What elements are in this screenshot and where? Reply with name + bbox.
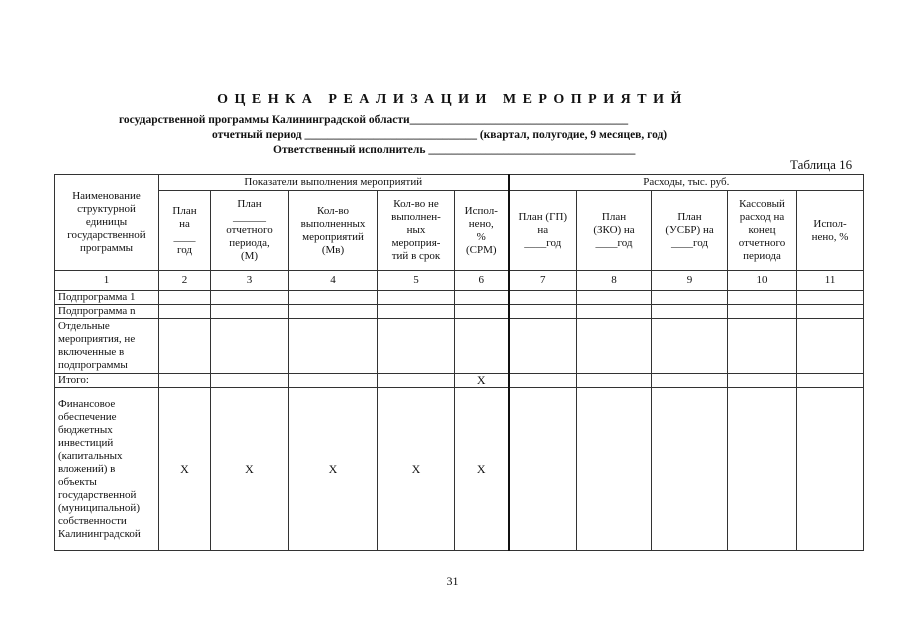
- table-cell: [728, 319, 797, 374]
- text-line: ____год: [595, 237, 633, 249]
- period-line: отчетный период ______________________________ (квартал, полугодие, 9 месяцев, год): [212, 129, 668, 141]
- text-line: периода,: [229, 237, 270, 249]
- text-line: Наименование: [72, 190, 141, 202]
- table-cell: [159, 305, 211, 319]
- table-cell: X: [211, 388, 289, 551]
- text-line: Испол-: [813, 217, 847, 230]
- table-cell: [509, 305, 577, 319]
- text-line: (М): [240, 250, 259, 262]
- table-cell: [211, 374, 289, 388]
- table-cell: [728, 374, 797, 388]
- column-number: 9: [652, 271, 728, 291]
- not-done-count-column-header: [378, 191, 455, 271]
- text-line: ____год: [524, 237, 562, 249]
- table-cell: [378, 291, 455, 305]
- table-cell: [211, 319, 289, 374]
- table-cell: [509, 388, 577, 551]
- table-cell: [159, 374, 211, 388]
- text-line: программы: [79, 242, 134, 254]
- page-number: 31: [446, 574, 459, 588]
- table-cell: [509, 319, 577, 374]
- text-line: нено, %: [811, 230, 849, 243]
- text-line: Финансовое: [58, 397, 116, 410]
- text-line: включенные в: [58, 346, 125, 358]
- text-line: нено,: [468, 217, 494, 230]
- table-cell: [455, 291, 509, 305]
- text-line: (ЗКО) на: [593, 224, 635, 236]
- table-label: Таблица 16: [790, 157, 853, 172]
- text-line: План (ГП): [518, 211, 568, 223]
- plan-usbr-column-header: [652, 191, 728, 271]
- column-number: 10: [728, 271, 797, 291]
- text-line: (муниципальной): [58, 501, 140, 514]
- text-line: План: [237, 198, 262, 210]
- column-number: 8: [577, 271, 652, 291]
- table-cell: [652, 319, 728, 374]
- table-cell: [378, 319, 455, 374]
- column-number: 11: [797, 271, 864, 291]
- table-cell: X: [378, 388, 455, 551]
- plan-period-column-header: [211, 191, 289, 271]
- indicators-group-header: Показатели выполнения мероприятий: [159, 175, 509, 191]
- table-cell: [289, 374, 378, 388]
- table-cell: X: [455, 374, 509, 388]
- table-cell: X: [455, 388, 509, 551]
- text-line: мероприятий: [302, 230, 364, 243]
- text-line: ____год: [671, 237, 709, 249]
- text-line: Испол-: [464, 204, 498, 217]
- text-line: бюджетных: [58, 423, 113, 436]
- plan-year-column-header: [159, 191, 211, 271]
- table-cell: [797, 291, 864, 305]
- table-cell: [577, 319, 652, 374]
- table-cell: [577, 388, 652, 551]
- table-cell: [577, 305, 652, 319]
- table-row: [55, 388, 864, 551]
- table-row: [55, 319, 864, 374]
- text-line: собственности: [58, 514, 127, 527]
- text-line: выполненных: [300, 217, 366, 230]
- table-cell: [652, 374, 728, 388]
- table-cell: [455, 305, 509, 319]
- row-name: [55, 305, 159, 319]
- text-line: обеспечение: [58, 410, 117, 423]
- text-line: тий в срок: [391, 250, 441, 262]
- table-cell: [509, 291, 577, 305]
- column-number: 2: [159, 271, 211, 291]
- name-column-header: [55, 175, 159, 271]
- column-number: 6: [455, 271, 509, 291]
- column-number: 5: [378, 271, 455, 291]
- plan-gp-column-header: [509, 191, 577, 271]
- text-line: Подпрограмма 1: [58, 291, 136, 303]
- table-cell: [289, 291, 378, 305]
- table-cell: X: [159, 388, 211, 551]
- expenses-group-header: Расходы, тыс. руб.: [509, 175, 864, 191]
- table-cell: [797, 388, 864, 551]
- table-cell: [211, 291, 289, 305]
- column-number: 7: [509, 271, 577, 291]
- text-line: Калининградской: [58, 527, 141, 540]
- row-name: [55, 319, 159, 374]
- text-line: государственной: [67, 229, 146, 241]
- text-line: отчетного: [226, 224, 273, 236]
- text-line: периода: [743, 250, 781, 262]
- table-cell: [797, 374, 864, 388]
- table-cell: [652, 291, 728, 305]
- table-cell: [211, 305, 289, 319]
- text-line: конец: [748, 224, 776, 236]
- text-line: мероприя-: [391, 237, 441, 249]
- text-line: государственной: [58, 488, 137, 501]
- table-cell: [159, 291, 211, 305]
- text-line: объекты: [58, 475, 97, 488]
- text-line: мероприятия, не: [58, 333, 136, 345]
- done-count-column-header: [289, 191, 378, 271]
- text-line: ных: [406, 224, 426, 236]
- text-line: расход на: [739, 211, 785, 223]
- text-line: вложений) в: [58, 462, 116, 475]
- text-line: План: [601, 211, 627, 223]
- table-cell: [159, 319, 211, 374]
- text-line: (капитальных: [58, 449, 123, 462]
- text-line: ____: [173, 230, 196, 243]
- done-percent-column-header: [455, 191, 509, 271]
- text-line: Отдельные: [58, 320, 110, 332]
- table-cell: [797, 305, 864, 319]
- column-number: 1: [55, 271, 159, 291]
- text-line: выполнен-: [391, 211, 441, 223]
- text-line: (СРМ): [465, 243, 497, 256]
- text-line: Кассовый: [739, 198, 785, 210]
- row-name: [55, 388, 159, 551]
- text-line: (УСБР) на: [665, 224, 714, 236]
- row-name: [55, 374, 159, 388]
- table-cell: [509, 374, 577, 388]
- table-cell: [577, 374, 652, 388]
- table-cell: [797, 319, 864, 374]
- text-line: подпрограммы: [58, 359, 128, 371]
- text-line: структурной: [77, 203, 136, 215]
- text-line: %: [476, 230, 486, 243]
- expense-done-percent-column-header: [797, 191, 864, 271]
- text-line: План: [677, 211, 702, 223]
- table-cell: [728, 305, 797, 319]
- report-title: ОЦЕНКА РЕАЛИЗАЦИИ МЕРОПРИЯТИЙ: [217, 92, 688, 107]
- text-line: (Мв): [321, 243, 345, 256]
- table-cell: [289, 319, 378, 374]
- table-row: [55, 374, 864, 388]
- text-line: Кол-во не: [393, 198, 439, 210]
- cash-expense-column-header: [728, 191, 797, 271]
- column-number: 4: [289, 271, 378, 291]
- column-number: 3: [211, 271, 289, 291]
- responsible-line: Ответственный исполнитель ____________________________________: [273, 144, 636, 156]
- table-row: [55, 305, 864, 319]
- plan-zko-column-header: [577, 191, 652, 271]
- table-cell: [652, 388, 728, 551]
- table-cell: [378, 374, 455, 388]
- text-line: на: [179, 217, 190, 230]
- table-cell: X: [289, 388, 378, 551]
- table-cell: [652, 305, 728, 319]
- text-line: на: [537, 224, 549, 236]
- evaluation-table: [54, 174, 864, 551]
- text-line: инвестиций: [58, 436, 114, 449]
- text-line: год: [176, 243, 193, 256]
- table-cell: [289, 305, 378, 319]
- table-cell: [455, 319, 509, 374]
- text-line: План: [172, 204, 197, 217]
- table-cell: [728, 291, 797, 305]
- table-row: [55, 291, 864, 305]
- text-line: отчетного: [738, 237, 786, 249]
- table-cell: [577, 291, 652, 305]
- text-line: ______: [233, 211, 266, 223]
- text-line: единицы: [85, 216, 128, 228]
- row-name: [55, 291, 159, 305]
- text-line: Подпрограмма n: [58, 305, 136, 317]
- program-line: государственной программы Калининградской области______________________________________: [119, 114, 629, 126]
- table-cell: [378, 305, 455, 319]
- text-line: Итого:: [58, 374, 89, 386]
- table-cell: [728, 388, 797, 551]
- text-line: Кол-во: [317, 204, 349, 217]
